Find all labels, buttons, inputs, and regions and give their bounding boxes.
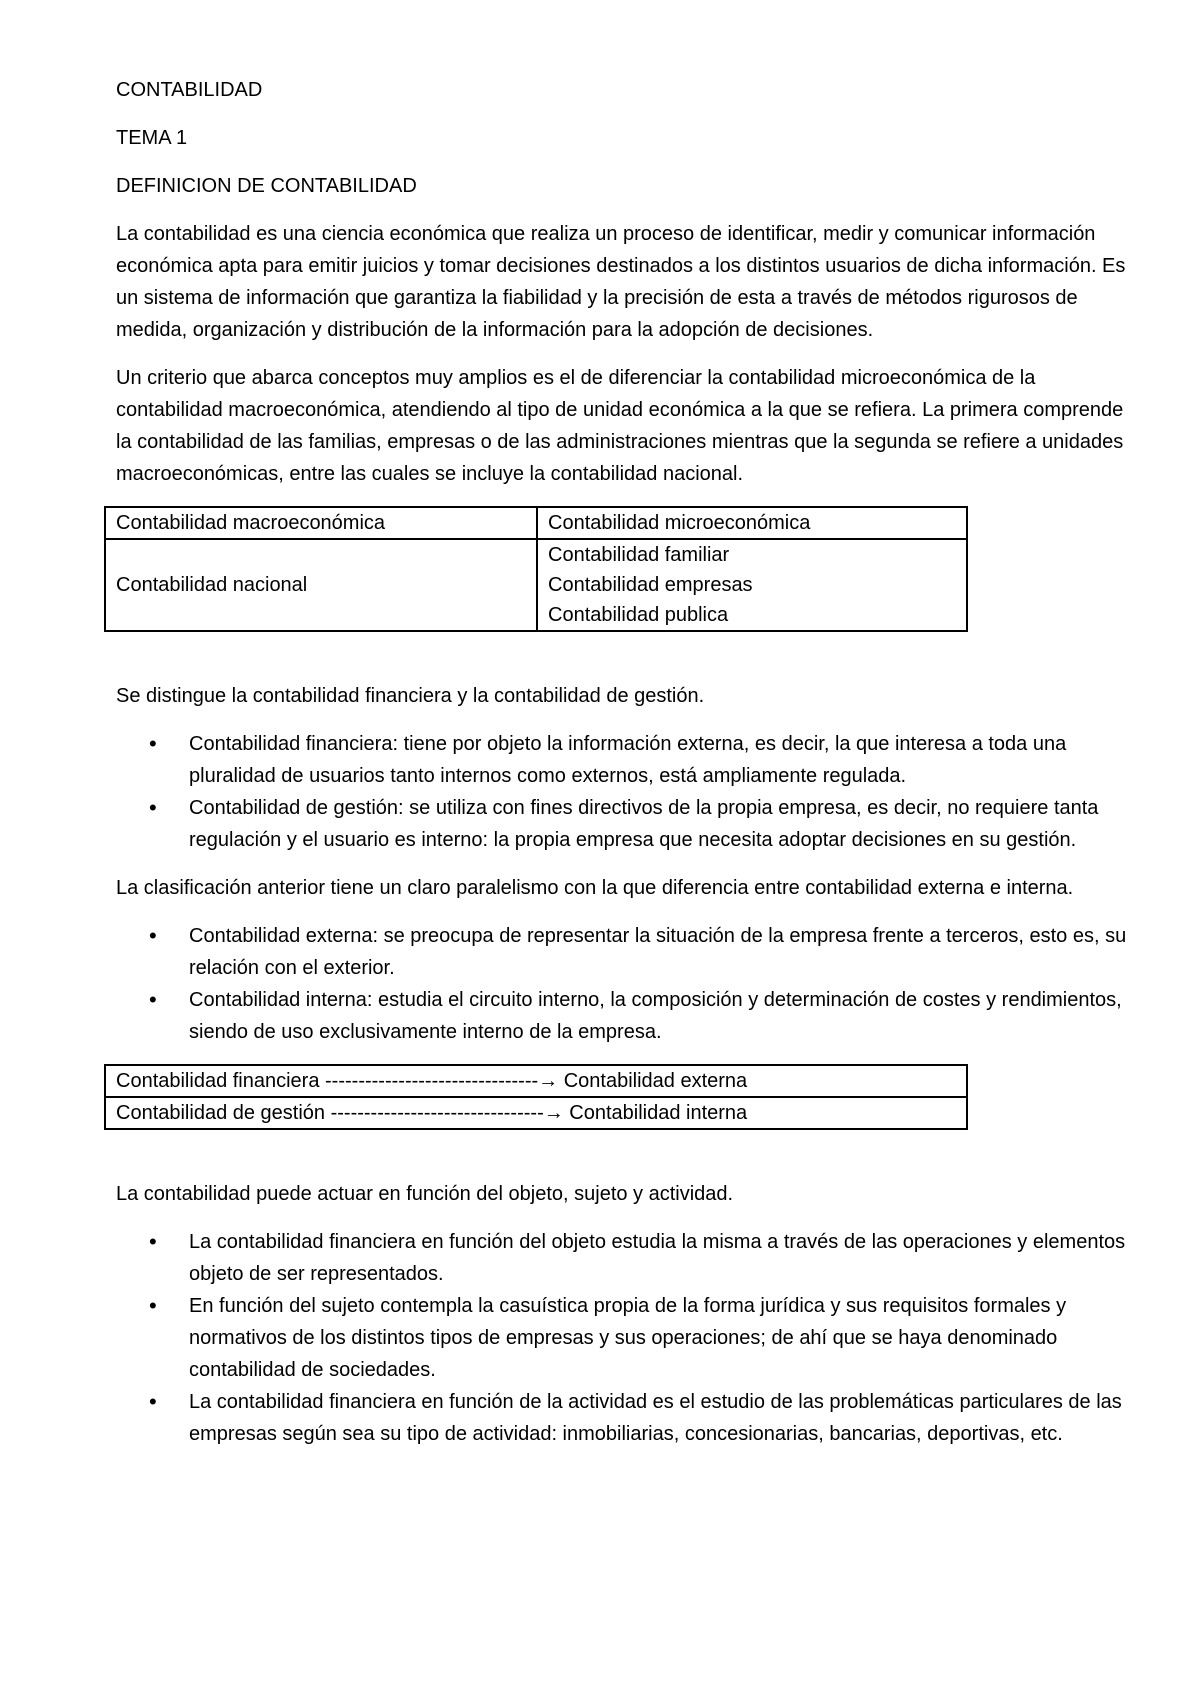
mapping-management-internal: Contabilidad de gestión --------------------------------→ Contabilidad interna [105, 1097, 967, 1129]
paragraph-criterion: Un criterio que abarca conceptos muy amplios es el de diferenciar la contabilidad microeconómica de la contabilidad macroeconómica, atendiendo al tipo de unidad económica a la que se refiera. La primera comprende la contabilidad de las familias, empresas o de las administraciones mientras que la segunda se refiere a unidades macroeconómicas, entre las cuales se incluye la contabilidad nacional. [116, 367, 1124, 485]
list-item: • Contabilidad financiera: tiene por objeto la información externa, es decir, la que interesa a toda una pluralidad de usuarios tanto internos como externos, está ampliamente regulada. [189, 728, 1130, 792]
bullet-list-function [116, 1226, 1130, 1450]
spacer [116, 632, 1130, 680]
table-header-micro: Contabilidad microeconómica [537, 507, 967, 539]
topic-heading: TEMA 1 [116, 127, 188, 149]
section-heading: DEFINICION DE CONTABILIDAD [116, 175, 417, 197]
bullet-list-financial-management [116, 728, 1130, 856]
paragraph-definition: La contabilidad es una ciencia económica que realiza un proceso de identificar, medir y comunicar información económica apta para emitir juicios y tomar decisiones destinados a los distintos usuarios de dicha información. Es un sistema de información que garantiza la fiabilidad y la precisión de esta a través de métodos rigurosos de medida, organización y distribución de la información para la adopción de decisiones. [116, 223, 1126, 341]
table-row [105, 539, 967, 631]
list-item: • La contabilidad financiera en función del objeto estudia la misma a través de las operaciones y elementos objeto de ser representados. [189, 1226, 1130, 1290]
document-content [116, 74, 1130, 1466]
list-item: • En función del sujeto contempla la casuística propia de la forma jurídica y sus requisitos formales y normativos de los distintos tipos de empresas y sus operaciones; de ahí que se haya denominado contabilidad de sociedades. [189, 1290, 1130, 1386]
table-row [105, 1097, 967, 1129]
table-cell-nacional: Contabilidad nacional [105, 539, 537, 631]
table-cell-micro-list [537, 539, 967, 631]
mapping-financial-external: Contabilidad financiera --------------------------------→ Contabilidad externa [105, 1065, 967, 1097]
bullet-list-external-internal [116, 920, 1130, 1048]
list-item: • La contabilidad financiera en función de la actividad es el estudio de las problemáticas particulares de las empresas según sea su tipo de actividad: inmobiliarias, concesionarias, bancarias, deportivas, etc. [189, 1386, 1130, 1450]
list-item: • Contabilidad externa: se preocupa de representar la situación de la empresa frente a terceros, esto es, su relación con el exterior. [189, 920, 1130, 984]
table-header-macro: Contabilidad macroeconómica [105, 507, 537, 539]
paragraph-classification: La clasificación anterior tiene un claro paralelismo con la que diferencia entre contabilidad externa e interna. [116, 877, 1074, 899]
table-cell-item: Contabilidad familiar [548, 544, 730, 566]
table-row [105, 507, 967, 539]
list-item: • Contabilidad de gestión: se utiliza con fines directivos de la propia empresa, es decir, no requiere tanta regulación y el usuario es interno: la propia empresa que necesita adoptar decisiones en su gestión. [189, 792, 1130, 856]
table-row [105, 1065, 967, 1097]
table-cell-item: Contabilidad publica [548, 604, 729, 626]
spacer [116, 1130, 1130, 1178]
list-item: • Contabilidad interna: estudia el circuito interno, la composición y determinación de costes y rendimientos, siendo de uso exclusivamente interno de la empresa. [189, 984, 1130, 1048]
paragraph-function: La contabilidad puede actuar en función del objeto, sujeto y actividad. [116, 1183, 734, 1205]
table-mapping [104, 1064, 968, 1130]
table-macro-micro [104, 506, 968, 632]
document-title: CONTABILIDAD [116, 79, 263, 101]
table-cell-item: Contabilidad empresas [548, 574, 753, 596]
paragraph-distinguish: Se distingue la contabilidad financiera y la contabilidad de gestión. [116, 685, 705, 707]
